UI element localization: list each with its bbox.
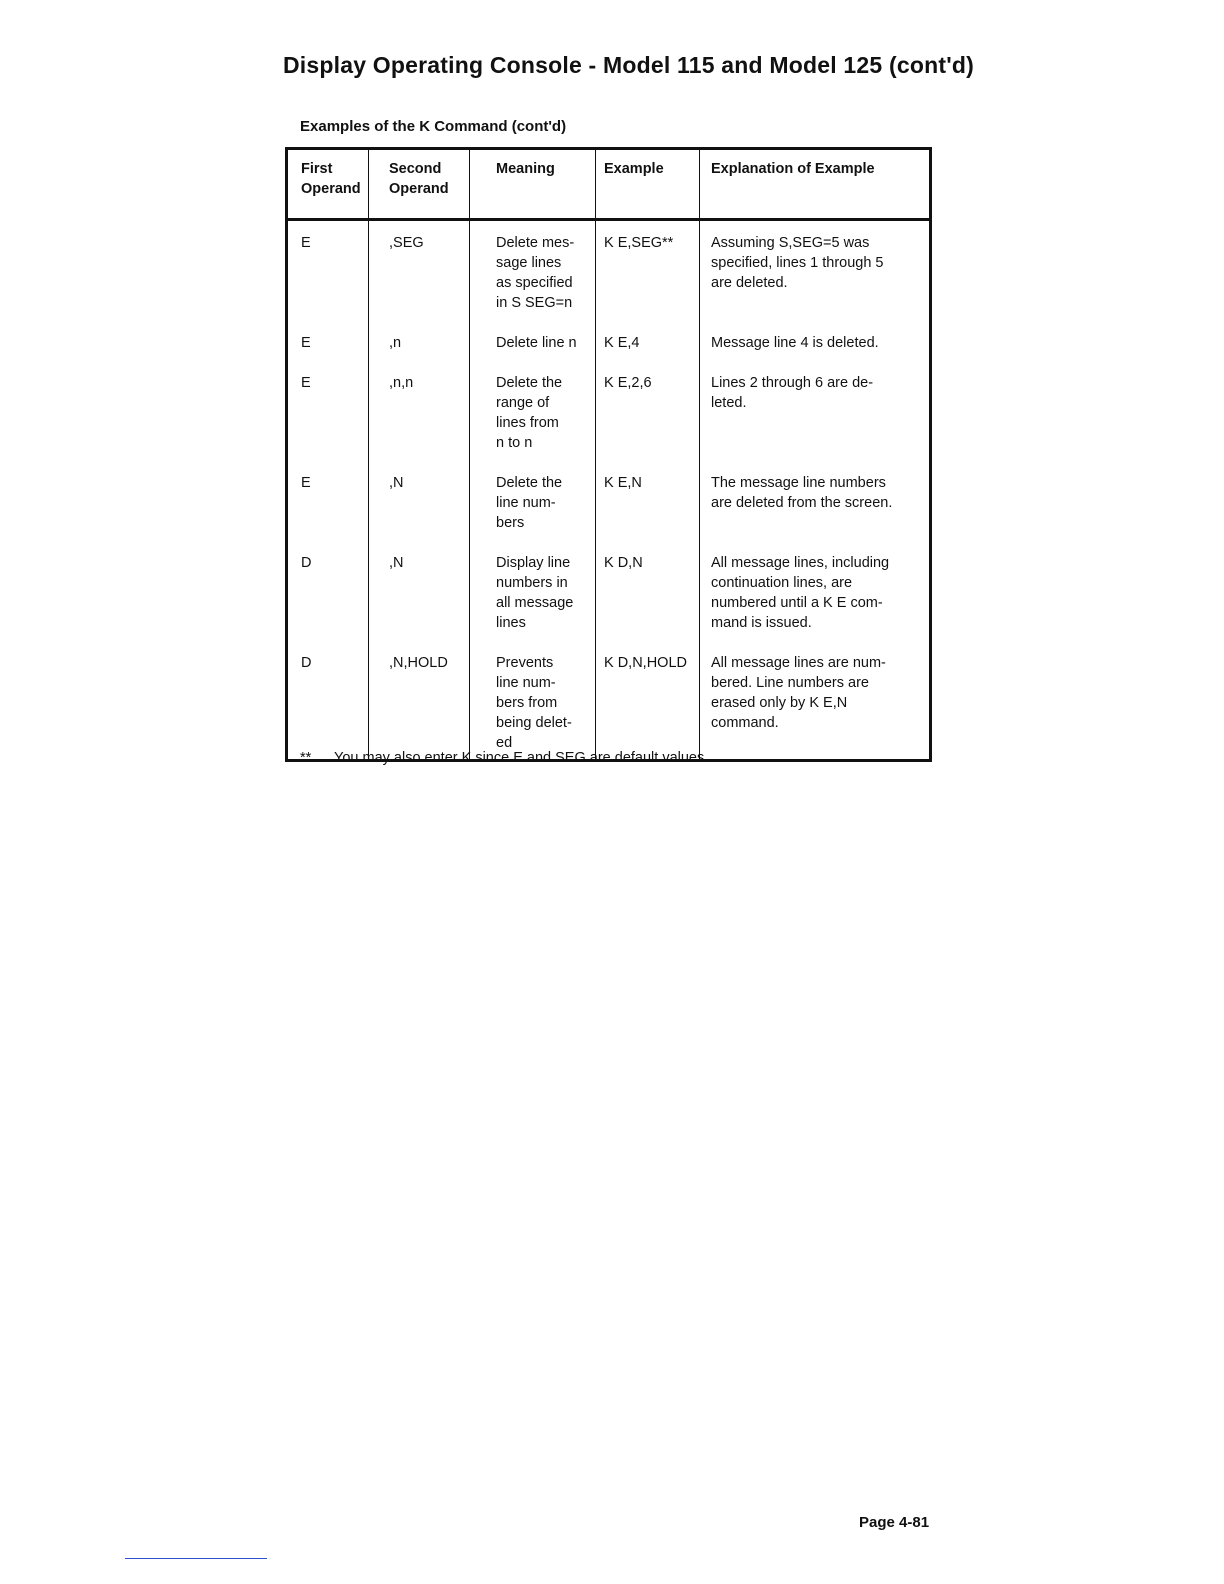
k-command-examples-table [285,147,932,762]
footnote-mark: ** [300,750,312,766]
example-cell: K D,N [596,543,700,643]
meaning-cell: Prevents line num- bers from being delet- ed [470,643,596,761]
meaning-cell: Delete the range of lines from n to n [470,363,596,463]
example-cell: K E,N [596,463,700,543]
example-cell: K E,4 [596,323,700,363]
first-operand-cell: E [287,323,369,363]
meaning-cell: Delete line n [470,323,596,363]
explanation-cell: Message line 4 is deleted. [700,323,931,363]
first-operand-cell: E [287,220,369,324]
table-header-row [287,149,931,220]
table-row [287,643,931,761]
header-second-operand: Second Operand [369,149,470,220]
table-row [287,220,931,324]
meaning-cell: Delete the line num- bers [470,463,596,543]
header-explanation: Explanation of Example [700,149,931,220]
example-cell: K D,N,HOLD [596,643,700,761]
explanation-cell: Lines 2 through 6 are de- leted. [700,363,931,463]
first-operand-cell: E [287,363,369,463]
table-row [287,323,931,363]
first-operand-cell: D [287,543,369,643]
first-operand-cell: D [287,643,369,761]
page-number: Page 4-81 [859,1514,930,1531]
table-row [287,363,931,463]
explanation-cell: All message lines, including continuation lines, are numbered until a K E com- mand is issued. [700,543,931,643]
explanation-cell: The message line numbers are deleted from the screen. [700,463,931,543]
table-caption: Examples of the K Command (cont'd) [300,118,567,135]
header-first-operand: First Operand [287,149,369,220]
example-cell: K E,SEG** [596,220,700,324]
header-meaning: Meaning [470,149,596,220]
footer-rule [125,1558,267,1559]
second-operand-cell: ,n,n [369,363,470,463]
second-operand-cell: ,N,HOLD [369,643,470,761]
explanation-cell: Assuming S,SEG=5 was specified, lines 1 through 5 are deleted. [700,220,931,324]
table-row [287,543,931,643]
table-row [287,463,931,543]
second-operand-cell: ,N [369,463,470,543]
second-operand-cell: ,N [369,543,470,643]
example-cell: K E,2,6 [596,363,700,463]
header-example: Example [596,149,700,220]
meaning-cell: Delete mes- sage lines as specified in S SEG=n [470,220,596,324]
second-operand-cell: ,n [369,323,470,363]
explanation-cell: All message lines are num- bered. Line numbers are erased only by K E,N command. [700,643,931,761]
footnote [300,750,708,766]
page-title: Display Operating Console - Model 115 and Model 125 (cont'd) [283,52,974,78]
footnote-text: You may also enter K since E and SEG are default values. [334,750,709,766]
second-operand-cell: ,SEG [369,220,470,324]
meaning-cell: Display line numbers in all message lines [470,543,596,643]
table-body [287,220,931,761]
first-operand-cell: E [287,463,369,543]
